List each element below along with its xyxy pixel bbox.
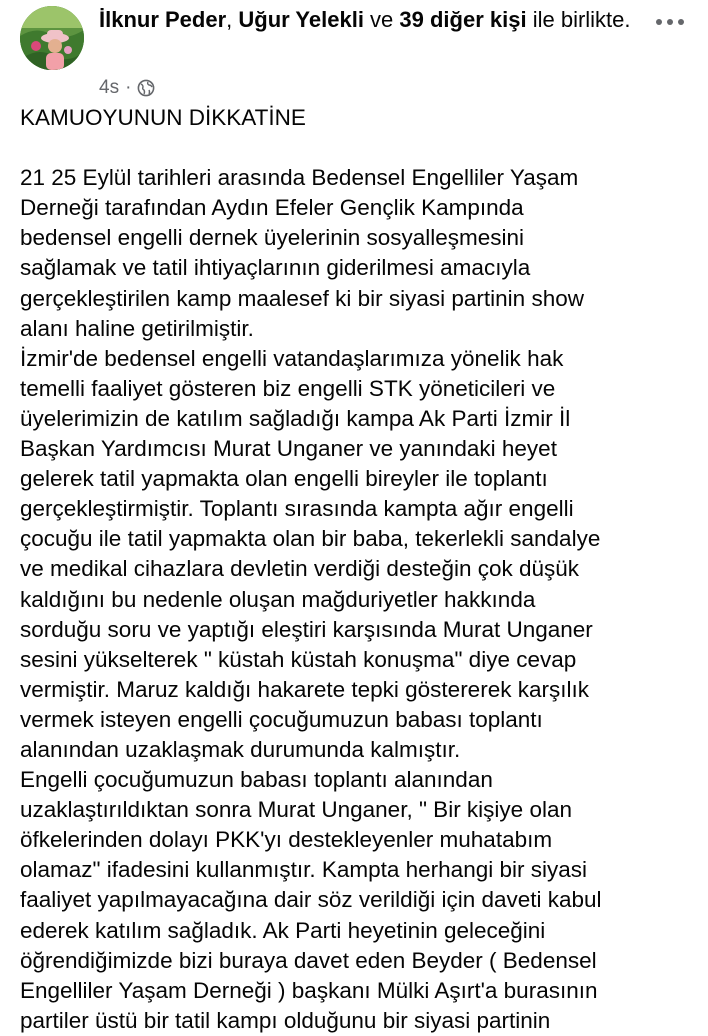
author-connector: ve [363,7,400,32]
more-dots-icon [655,18,685,26]
avatar[interactable] [20,6,84,70]
post-paragraph-1: 21 25 Eylül tarihleri arasında Bedensel Engelliler Yaşam Derneği tarafından Aydın Efeler Gençlik Kampında bedensel engelli dernek üyelerinin sosyalleşmesini sağlamak ve tatil ihtiyaçlarının giderilmesi amacıyla gerçekleştirilen kamp maalesef ki bir siyasi partinin show alanı haline getirilmiştir. [20,165,584,341]
author-link-1[interactable]: İlknur Peder [99,7,227,32]
author-link-2[interactable]: Uğur Yelekli [238,7,364,32]
post-meta [99,75,155,101]
globe-icon[interactable] [137,79,155,97]
meta-separator: · [125,77,132,98]
author-suffix: ile birlikte. [526,7,631,32]
post-body [20,103,702,1036]
post-timestamp[interactable]: 4s [99,77,120,98]
post-author-line [99,4,639,35]
post-paragraph-2: İzmir'de bedensel engelli vatandaşlarımıza yönelik hak temelli faaliyet gösteren biz engelli STK yöneticileri ve üyelerimizin de katılım sağladığı kampa Ak Parti İzmir İl Başkan Yardımcısı Murat Unganer ve yanındaki heyet gelerek tatil yapmakta olan engelli bireyler ile toplantı gerçekleştirmiştir. Toplantı sırasında kampta ağır engelli çocuğu ile tatil yapmakta olan bir baba, tekerlekli sandalye ve medikal cihazlara devletin verdiği desteğin çok düşük kaldığını bu nedenle oluşan mağduriyetler hakkında sorduğu soru ve yaptığı eleştiri karşısında Murat Unganer sesini yükselterek " küstah küstah konuşma" diye cevap vermiştir. Maruz kaldığı hakarete tepki göstererek karşılık vermek isteyen engelli çocuğumuzun babası toplantı alanından uzaklaşmak durumunda kalmıştır. [20,345,601,762]
author-separator: , [226,7,239,32]
more-options-button[interactable] [652,10,688,34]
avatar-photo-icon [20,6,84,70]
others-link[interactable]: 39 diğer kişi [399,7,527,32]
post-paragraph-3: Engelli çocuğumuzun babası toplantı alanından uzaklaştırıldıktan sonra Murat Unganer, " Bir kişiye olan öfkelerinden dolayı PKK'yı destekleyenler muhatabım olamaz" ifadesini kullanmıştır. Kampta herhangi bir siyasi faaliyet yapılmayacağına dair söz verildiği için daveti kabul ederek katılım sağladık. Ak Parti heyetinin geleceğini öğrendiğimizde bizi buraya davet eden Beyder ( Bedensel Engelliler Yaşam Derneği ) başkanı Mülki Aşırt'a burasının partiler üstü bir tatil kampı olduğunu bir siyasi partinin [20,767,602,1033]
post-heading: KAMUOYUNUN DİKKATİNE [20,105,306,130]
post-header [0,0,708,100]
